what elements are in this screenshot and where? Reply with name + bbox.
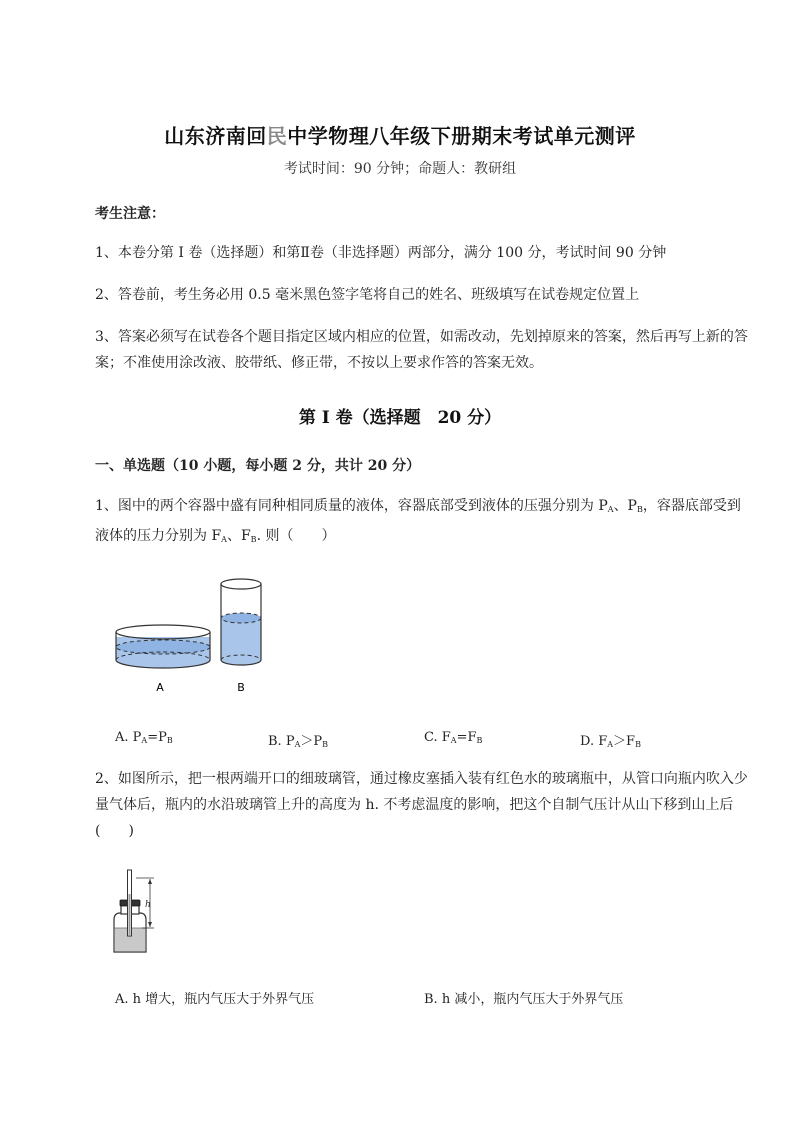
q1-option-a-sub2: B [166,736,173,745]
notice-item-3: 3、答案必须写在试卷各个题目指定区域内相应的位置，如需改动，先划掉原来的答案，然后再写上新的答案；不准使用涂改液、胶带纸、修正带，不按以上要求作答的答案无效。 [95,329,748,371]
q1-option-b-prefix: B. P [268,734,295,749]
q1-text-c: ，容器底部受到液体的压力分别为 F [95,498,741,544]
q1-sub-a: A [607,505,614,514]
part-heading: 一、单选题（10 小题，每小题 2 分，共计 20 分） [95,458,421,474]
figure-label-b: B [237,681,245,694]
q2-barometer-figure [108,868,168,960]
q1-sub-b2: B [250,535,257,544]
notice-item-1: 1、本卷分第 I 卷（选择题）和第Ⅱ卷（非选择题）两部分，满分 100 分，考试时间 90 分钟 [95,245,667,261]
q1-text-b: 、P [613,498,637,514]
q1-option-d-prefix: D. F [580,734,608,749]
q1-option-a-mid: =P [147,730,167,745]
q1-option-b-mid: ＞P [300,734,323,749]
q1-option-c-mid: =F [456,730,477,745]
question-1-text [95,493,750,553]
exam-subtitle: 考试时间：90 分钟；命题人：教研组 [283,161,517,177]
q1-option-d-sub1: A [607,740,614,749]
q2-option-a[interactable]: A. h 增大，瓶内气压大于外界气压 [115,992,315,1007]
q1-option-b[interactable] [268,730,328,749]
q1-sub-b: B [636,505,643,514]
q1-container-figure [108,570,278,700]
q1-text-e: . 则（ ） [256,528,336,544]
title-part1: 山东济南回 [164,124,267,148]
q1-option-b-sub1: A [294,740,301,749]
q1-option-a-sub1: A [141,736,148,745]
question-2-text: 2、如图所示，把一根两端开口的细玻璃管，通过橡皮塞插入装有红色水的玻璃瓶中，从管口向瓶内吹入少量气体后，瓶内的水沿玻璃管上升的高度为 h. 不考虑温度的影响，把这个自制气压计从山下移到山上后( ) [95,771,748,839]
section-title: 第 I 卷（选择题 20 分） [298,408,502,428]
q1-option-a[interactable] [115,730,173,745]
q1-option-d[interactable] [580,730,641,749]
q2-option-b[interactable]: B. h 减小，瓶内气压大于外界气压 [424,992,624,1007]
height-label-h: h [145,900,151,910]
notice-heading: 考生注意： [95,206,165,222]
q1-option-c-prefix: C. F [424,730,451,745]
q1-text-d: 、F [226,528,251,544]
page-title [0,120,800,149]
figure-label-a: A [156,681,164,694]
q1-option-d-sub2: B [635,740,641,749]
notice-item-2: 2、答卷前，考生务必用 0.5 毫米黑色签字笔将自己的姓名、班级填写在试卷规定位置上 [95,287,640,303]
title-faded-char: 民 [266,124,288,148]
q1-sub-a2: A [221,535,227,544]
q1-text-a: 1、图中的两个容器中盛有同种相同质量的液体，容器底部受到液体的压强分别为 P [95,498,608,514]
container-b [221,579,261,665]
q1-option-b-sub2: B [322,740,328,749]
q1-option-c-sub1: A [450,736,457,745]
q1-option-c-sub2: B [476,736,483,745]
q1-option-d-mid: ＞F [613,734,636,749]
title-part2: 中学物理八年级下册期末考试单元测评 [287,124,636,148]
q1-option-a-prefix: A. P [115,730,142,745]
container-a [116,625,210,668]
q1-option-c[interactable] [424,730,482,745]
